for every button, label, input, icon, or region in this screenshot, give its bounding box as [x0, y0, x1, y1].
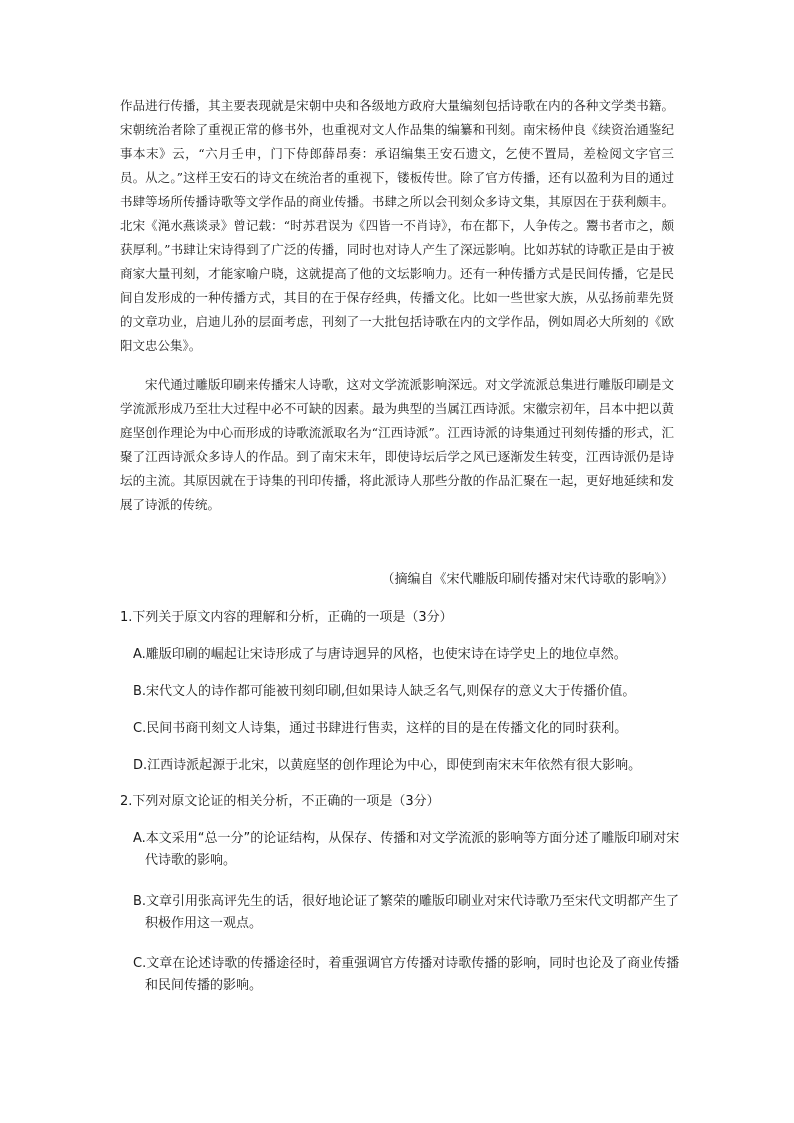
question-1-option-c: C.民间书商刊刻文人诗集，通过书肆进行售卖，这样的目的是在传播文化的同时获利。: [133, 721, 628, 736]
passage-paragraph-1: 作品进行传播，其主要表现就是宋朝中央和各级地方政府大量编刻包括诗歌在内的各种文学类书籍。宋朝统治者除了重视正常的修书外，也重视对文人作品集的编纂和刊刻。南宋杨仲良《续资治通鉴纪事本末》云，“六月壬申，门下侍郎薛昂奏：承诏编集王安石遗文，乞使不置局，差检阅文字官三员。从之。”这样王安石的诗文在统治者的重视下，镂板传世。除了官方传播，还有以盈利为目的通过书肆等场所传播诗歌等文学作品的商业传播。书肆之所以会刊刻众多诗文集，其原因在于获利颇丰。北宋《渑水燕谈录》曾记载：“时苏君误为《四皆一不肖诗》，布在都下，人争传之。鬻书者市之，颇获厚利。”书肆让宋诗得到了广泛的传播，同时也对诗人产生了深远影响。比如苏轼的诗歌正是由于被商家大量刊刻，才能家喻户晓，这就提高了他的文坛影响力。还有一种传播方式是民间传播，它是民间自发形成的一种传播方式，其目的在于保存经典，传播文化。比如一些世家大族，从弘扬前辈先贤的文章功业，启迪儿孙的层面考虑，刊刻了一大批包括诗歌在内的文学作品，例如周必大所刻的《欧阳文忠公集》。: [120, 98, 674, 353]
source-citation: （摘编自《宋代雕版印刷传播对宋代诗歌的影响》）: [381, 572, 674, 587]
question-2-option-b: B.文章引用张高评先生的话，很好地论证了繁荣的雕版印刷业对宋代诗歌乃至宋代文明都产生了积极作用这一观点。: [133, 894, 680, 931]
question-2-option-a: A.本文采用“总一分”的论证结构，从保存、传播和对文学流派的影响等方面分述了雕版印刷对宋代诗歌的影响。: [133, 831, 680, 868]
question-1-option-a: A.雕版印刷的崛起让宋诗形成了与唐诗迥异的风格，也使宋诗在诗学史上的地位卓然。: [133, 647, 627, 662]
question-2-stem: 2.下列对原文论证的相关分析，不正确的一项是（3分）: [120, 794, 440, 809]
question-1-stem: 1.下列关于原文内容的理解和分析，正确的一项是（3分）: [120, 610, 453, 625]
question-1-option-b: B.宋代文人的诗作都可能被刊刻印刷,但如果诗人缺乏名气,则保存的意义大于传播价值。: [133, 684, 636, 699]
question-2-option-c: C.文章在论述诗歌的传播途径时，着重强调官方传播对诗歌传播的影响，同时也论及了商业传播和民间传播的影响。: [133, 956, 680, 993]
passage-paragraph-2: 宋代通过雕版印刷来传播宋人诗歌，这对文学流派影响深远。对文学流派总集进行雕版印刷是文学流派形成乃至壮大过程中必不可缺的因素。最为典型的当属江西诗派。宋徽宗初年，吕本中把以黄庭坚创作理论为中心而形成的诗歌流派取名为“江西诗派”。江西诗派的诗集通过刊刻传播的形式，汇聚了江西诗派众多诗人的作品。到了南宋末年，即使诗坛后学之风已逐渐发生转变，江西诗派仍是诗坛的主流。其原因就在于诗集的刊印传播，将此派诗人那些分散的作品汇聚在一起，更好地延续和发展了诗派的传统。: [120, 377, 674, 512]
question-1-option-d: D.江西诗派起源于北宋，以黄庭坚的创作理论为中心，即使到南宋末年依然有很大影响。: [133, 758, 642, 773]
